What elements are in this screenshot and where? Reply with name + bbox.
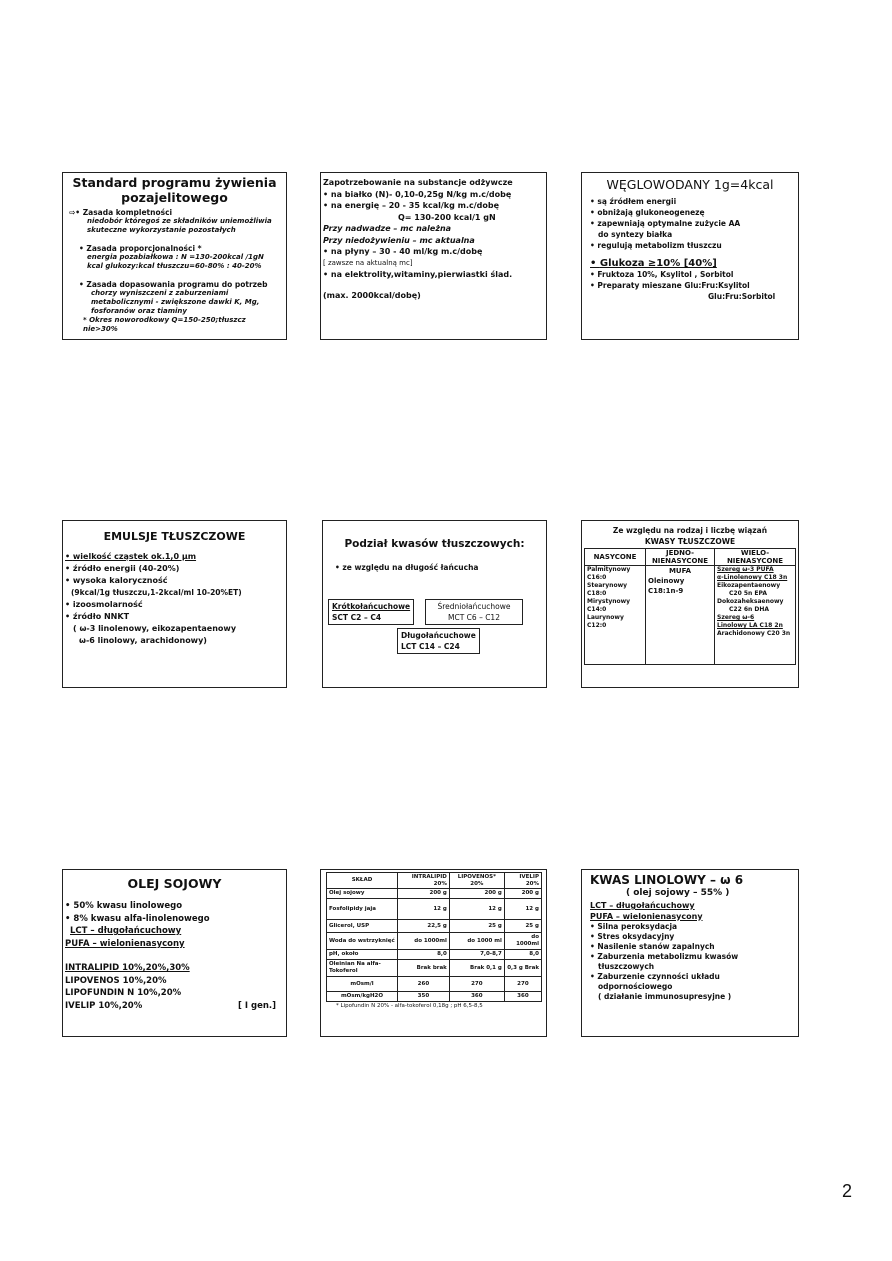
- text-part: IVELIP 10%,20%: [65, 1000, 143, 1011]
- header-line: NIENASYCONE: [726, 557, 784, 565]
- bullet-text: Zasada proporcjonalności *: [86, 244, 202, 253]
- bullet: • Fruktoza 10%, Ksylitol , Sorbitol: [590, 270, 734, 279]
- table-header: LIPOVENOS* 20%: [449, 873, 504, 889]
- table-row: [327, 977, 542, 992]
- table-cell: 12 g: [398, 899, 450, 920]
- box-label: Krótkołańcuchowe: [332, 602, 411, 611]
- table-header: IVELIP 20%: [504, 873, 541, 889]
- bullet-text: Fruktoza 10%, Ksylitol , Sorbitol: [597, 270, 734, 279]
- table-cell: 270: [449, 977, 504, 992]
- bullet-text: Preparaty mieszane Glu:Fru:Ksylitol: [597, 281, 750, 290]
- table-cell: Fosfolipidy jaja: [327, 899, 398, 920]
- bullet: • Glukoza ≥10% [40%]: [590, 258, 717, 269]
- text-line: Ze względu na rodzaj i liczbę wiązań: [612, 526, 768, 535]
- text-line: ω-6 linolowy, arachidonowy): [79, 636, 207, 645]
- bullet: • obniżają glukoneogenezę: [590, 208, 705, 217]
- cell-line: C14:0: [587, 606, 607, 613]
- sub-text: chorzy wyniszczeni z zaburzeniami: [91, 289, 229, 297]
- table-cell: 22,5 g: [398, 920, 450, 933]
- table-cell: [585, 566, 646, 665]
- bullet: • Preparaty mieszane Glu:Fru:Ksylitol: [590, 281, 750, 290]
- table-cell: 8,0: [504, 950, 541, 960]
- bullet-text: Stres oksydacyjny: [597, 932, 675, 941]
- bullet-text: Glukoza ≥10% [40%]: [599, 258, 717, 269]
- bullet-text: obniżają glukoneogenezę: [597, 208, 705, 217]
- bullet-text: na płyny – 30 - 40 ml/kg m.c/dobę: [330, 247, 483, 256]
- bullet: • Stres oksydacyjny: [590, 932, 675, 941]
- slide-title: [69, 175, 280, 205]
- text-line: KWASY TŁUSZCZOWE: [644, 537, 736, 546]
- table-header: [715, 549, 796, 566]
- table-cell: do 1000ml: [504, 933, 541, 950]
- bullet: • wielkość cząstek ok.1,0 µm: [65, 552, 197, 561]
- bullet-text: regulują metabolizm tłuszczu: [597, 241, 722, 250]
- slide-podzial-kwasow: [322, 520, 547, 688]
- bullet: • zapewniają optymalne zużycie AA: [590, 219, 741, 228]
- bullet-text: źródło NNKT: [72, 612, 130, 621]
- cell-line: Eikozapentaenowy: [717, 582, 781, 589]
- table-header: SKŁAD: [327, 873, 398, 889]
- slide-kwas-linolowy: [581, 869, 799, 1037]
- table-cell: Oleinian Na alfa-Tokoferol: [327, 960, 398, 977]
- bullet: • Zaburzenie czynności układu: [590, 972, 720, 981]
- table-header: NASYCONE: [585, 549, 646, 566]
- bullet-text: Nasilenie stanów zapalnych: [597, 942, 715, 951]
- bullet: • regulują metabolizm tłuszczu: [590, 241, 722, 250]
- box-label: MCT C6 – C12: [448, 613, 500, 622]
- text-line: do syntezy białka: [598, 230, 673, 239]
- slide-subtitle: ( olej sojowy – 55% ): [626, 888, 730, 898]
- bullet: • na białko (N)- 0,10-0,25g N/kg m.c/dobę: [323, 189, 512, 199]
- cell-line: C22 6n DHA: [729, 606, 770, 613]
- table-cell: [646, 566, 715, 665]
- fatty-acid-table: [584, 548, 796, 665]
- composition-table: [326, 872, 542, 1002]
- slide-weglowodany: [581, 172, 799, 340]
- text-line: Przy nadwadze – mc należna: [323, 224, 452, 233]
- bullet-text: wysoka kaloryczność: [72, 576, 168, 585]
- header-line: JEDNO-: [665, 549, 695, 557]
- text-line: tłuszczowych: [598, 962, 655, 971]
- sub-text: niedobór któregoś ze składników uniemożliwia: [87, 217, 272, 225]
- sub-text: energia pozabiałkowa : N =130-200kcal /1gN: [87, 253, 264, 261]
- cell-line: Szereg ω-6: [717, 614, 755, 621]
- bullet-text: ze względu na długość łańcucha: [342, 563, 479, 572]
- table-cell: 260: [398, 977, 450, 992]
- table-cell: Woda do wstrzyknięć: [327, 933, 398, 950]
- bullet-text: Zasada kompletności: [82, 208, 173, 217]
- bullet: • Zasada dopasowania programu do potrzeb: [79, 280, 268, 289]
- slide-title: WĘGLOWODANY 1g=4kcal: [606, 177, 774, 192]
- table-cell: 12 g: [449, 899, 504, 920]
- table-cell: 360: [449, 992, 504, 1002]
- sub-text: fosforanów oraz tiaminy: [91, 307, 187, 315]
- text-line: (9kcal/1g tłuszczu,1-2kcal/ml 10-20%ET): [71, 588, 242, 597]
- table-cell: 7,0-8,7: [449, 950, 504, 960]
- bullet-text: źródło energii (40-20%): [72, 564, 180, 573]
- header-line: WIELO-: [740, 549, 770, 557]
- table-cell: pH, około: [327, 950, 398, 960]
- arrow-icon: ⇨: [69, 208, 76, 217]
- cell-line: C20 5n EPA: [729, 590, 767, 597]
- bullet-text: Zaburzenie czynności układu: [597, 972, 720, 981]
- cell-line: Linolowy LA C18 2n: [717, 622, 783, 629]
- bullet-text: są źródłem energii: [597, 197, 677, 206]
- bullet-text: Silna peroksydacja: [597, 922, 678, 931]
- slide-title: Podział kwasów tłuszczowych:: [344, 538, 525, 550]
- sub-text: kcal glukozy:kcal tłuszczu=60-80% : 40-20%: [87, 262, 262, 270]
- slide-zapotrzebowanie: [320, 172, 547, 340]
- lct-box: [397, 628, 480, 654]
- table-cell: Glicerol, USP: [327, 920, 398, 933]
- table-row: [327, 920, 542, 933]
- slide-title: KWAS LINOLOWY – ω 6: [590, 873, 744, 887]
- table-cell: [715, 566, 796, 665]
- bullet-text: na elektrolity,witaminy,pierwiastki ślad.: [330, 270, 513, 279]
- table-footnote: * Lipofundin N 20% - alfa-tokoferol 0,18g ; pH 6,5-8,5: [336, 1003, 483, 1009]
- table-cell: mOsm/l: [327, 977, 398, 992]
- slide-emulsje: [62, 520, 287, 688]
- title-line: pozajelitowego: [121, 190, 228, 205]
- bullet: • źródło NNKT: [65, 612, 130, 621]
- text-line: PUFA – wielonienasycony: [65, 938, 185, 949]
- table-row: [327, 899, 542, 920]
- text-line: INTRALIPID 10%,20%,30%: [65, 963, 190, 973]
- table-header: [646, 549, 715, 566]
- bullet-text: 50% kwasu linolowego: [73, 901, 183, 911]
- bullet-text: na energię – 20 - 35 kcal/kg m.c/dobę: [330, 201, 500, 210]
- sub-text: * Okres noworodkowy Q=150-250;tłuszcz nie>30%: [83, 316, 246, 333]
- cell-line: Mirystynowy: [587, 598, 631, 605]
- bullet-text: izoosmolarność: [72, 600, 143, 609]
- text-line: LIPOVENOS 10%,20%: [65, 975, 167, 986]
- bullet-text: Zasada dopasowania programu do potrzeb: [86, 280, 268, 289]
- table-cell: mOsm/kgH2O: [327, 992, 398, 1002]
- box-label: Długołańcuchowe: [401, 631, 476, 640]
- table-cell: 12 g: [504, 899, 541, 920]
- table-cell: 200 g: [504, 889, 541, 899]
- bullet: • źródło energii (40-20%): [65, 564, 180, 573]
- table-row: [327, 960, 542, 977]
- cell-line: Laurynowy: [587, 614, 624, 621]
- table-cell: 0,3 g Brak: [504, 960, 541, 977]
- table-cell: Brak 0,1 g: [449, 960, 504, 977]
- table-cell: 8,0: [398, 950, 450, 960]
- cell-line: α-Linolenowy C18 3n: [717, 574, 788, 581]
- cell-line: Palmitynowy: [587, 566, 631, 573]
- bullet: ⇨• Zasada kompletności: [69, 208, 173, 217]
- sct-box: [328, 599, 414, 625]
- table-row: [327, 950, 542, 960]
- page-number: 2: [842, 1181, 853, 1201]
- table-row: [327, 889, 542, 899]
- text-line: Q= 130-200 kcal/1 gN: [398, 212, 496, 222]
- bullet: • Zaburzenia metabolizmu kwasów: [590, 952, 739, 961]
- slide-sklad-tabela: [320, 869, 547, 1037]
- text-line: LIPOFUNDIN N 10%,20%: [65, 988, 182, 998]
- text-line: LCT – długołańcuchowy: [70, 926, 182, 936]
- text-part: [ I gen.]: [238, 1000, 276, 1011]
- bullet-text: 8% kwasu alfa-linolenowego: [73, 913, 210, 924]
- bullet: • Silna peroksydacja: [590, 922, 678, 931]
- box-label: Średniołańcuchowe: [437, 602, 511, 611]
- sub-text: skuteczne wykorzystanie pozostałych: [87, 226, 236, 234]
- text-line: LCT – długołańcuchowy: [590, 901, 695, 910]
- text-line: ( działanie immunosupresyjne ): [598, 992, 732, 1001]
- bullet: • ze względu na długość łańcucha: [335, 563, 479, 572]
- mct-box: [425, 599, 523, 625]
- cell-line: MUFA: [668, 567, 692, 575]
- bullet-text: zapewniają optymalne zużycie AA: [597, 219, 741, 228]
- cell-line: Arachidonowy C20 3n: [717, 630, 791, 637]
- table-cell: 360: [504, 992, 541, 1002]
- box-label: LCT C14 – C24: [401, 642, 460, 651]
- cell-line: C16:0: [587, 574, 607, 581]
- bullet: • są źródłem energii: [590, 197, 677, 206]
- text-line: ( ω-3 linolenowy, eikozapentaenowy: [73, 624, 237, 633]
- text-line: [ zawsze na aktualną mc]: [323, 258, 413, 267]
- text-line: Przy niedożywieniu – mc aktualna: [323, 235, 475, 245]
- cell-line: Szereg ω-3 PUFA: [717, 566, 774, 573]
- bullet: • izoosmolarność: [65, 600, 143, 609]
- table-cell: 200 g: [449, 889, 504, 899]
- text-line: Zapotrzebowanie na substancje odżywcze: [323, 178, 513, 187]
- slide-standard-programu: [62, 172, 287, 340]
- cell-line: Stearynowy: [587, 582, 628, 589]
- bullet: • Zasada proporcjonalności *: [79, 244, 202, 253]
- cell-line: C18:1n-9: [648, 587, 684, 595]
- title-line: Standard programu żywienia: [72, 175, 277, 190]
- table-cell: 25 g: [504, 920, 541, 933]
- sub-text: metabolicznymi - zwiększone dawki K, Mg,: [91, 298, 260, 306]
- table-header: INTRALIPID 20%: [398, 873, 450, 889]
- table-cell: Brak brak: [398, 960, 450, 977]
- text-line: [65, 1000, 284, 1013]
- bullet-text: wielkość cząstek ok.1,0 µm: [72, 552, 197, 561]
- cell-line: C18:0: [587, 590, 607, 597]
- header-line: NIENASYCONE: [651, 557, 709, 565]
- cell-line: Dokozaheksaenowy: [717, 598, 784, 605]
- table-row: [327, 933, 542, 950]
- table-cell: do 1000 ml: [449, 933, 504, 950]
- slide-olej-sojowy: [62, 869, 287, 1037]
- bullet: • wysoka kaloryczność: [65, 576, 168, 585]
- bullet: • 50% kwasu linolowego: [65, 901, 183, 911]
- slide-title: EMULSJE TŁUSZCZOWE: [103, 530, 246, 543]
- table-cell: 350: [398, 992, 450, 1002]
- table-cell: 200 g: [398, 889, 450, 899]
- bullet: • na płyny – 30 - 40 ml/kg m.c/dobę: [323, 247, 483, 256]
- table-cell: 270: [504, 977, 541, 992]
- table-cell: do 1000ml: [398, 933, 450, 950]
- bullet: • Nasilenie stanów zapalnych: [590, 942, 715, 951]
- slide-title: OLEJ SOJOWY: [127, 876, 222, 891]
- text-line: (max. 2000kcal/dobę): [323, 290, 421, 300]
- box-label: SCT C2 – C4: [332, 613, 382, 622]
- text-line: odpornościowego: [598, 982, 673, 991]
- bullet: • na elektrolity,witaminy,pierwiastki ślad.: [323, 270, 513, 279]
- text-line: PUFA – wielonienasycony: [590, 911, 703, 921]
- bullet-text: Zaburzenia metabolizmu kwasów: [597, 952, 739, 961]
- bullet-text: na białko (N)- 0,10-0,25g N/kg m.c/dobę: [330, 189, 512, 199]
- table-cell: 25 g: [449, 920, 504, 933]
- slide-kwasy-tluszczowe: [581, 520, 799, 688]
- cell-line: C12:0: [587, 622, 607, 629]
- text-line: Glu:Fru:Sorbitol: [708, 292, 776, 301]
- table-cell: Olej sojowy: [327, 889, 398, 899]
- table-header-row: [327, 873, 542, 889]
- table-row: [327, 992, 542, 1002]
- cell-line: Oleinowy: [648, 577, 685, 585]
- bullet: • 8% kwasu alfa-linolenowego: [65, 913, 210, 924]
- bullet: • na energię – 20 - 35 kcal/kg m.c/dobę: [323, 201, 500, 210]
